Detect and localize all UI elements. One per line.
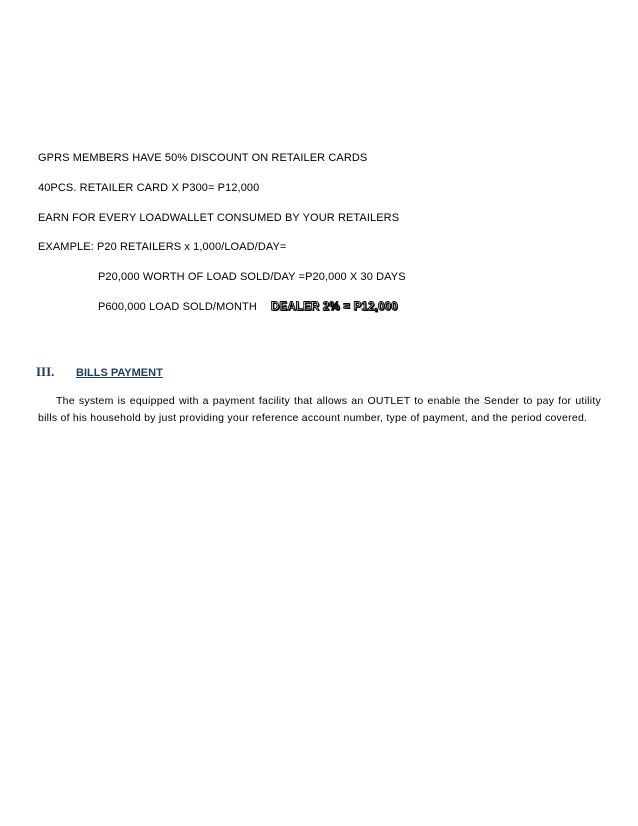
gprs-discount-line: GPRS MEMBERS HAVE 50% DISCOUNT ON RETAILER CARDS <box>38 152 368 164</box>
section-number: III. <box>36 364 55 379</box>
dealer-commission: DEALER 2% = P12,000 <box>270 301 398 313</box>
earn-line: EARN FOR EVERY LOADWALLET CONSUMED BY YOUR RETAILERS <box>38 212 400 224</box>
worth-line: P20,000 WORTH OF LOAD SOLD/DAY =P20,000 X 30 DAYS <box>98 271 406 283</box>
retailer-card-line: 40PCS. RETAILER CARD X P300= P12,000 <box>38 182 260 194</box>
month-text: P600,000 LOAD SOLD/MONTH <box>98 301 257 313</box>
example-line: EXAMPLE: P20 RETAILERS x 1,000/LOAD/DAY= <box>38 241 287 253</box>
section-title: BILLS PAYMENT <box>76 367 163 379</box>
section-heading <box>36 363 163 379</box>
bills-payment-paragraph: The system is equipped with a payment facility that allows an OUTLET to enable the Sender to pay for utility bills of his household by just providing your reference account number, type of payment, and the period covered. <box>38 395 601 424</box>
month-line <box>98 300 398 314</box>
